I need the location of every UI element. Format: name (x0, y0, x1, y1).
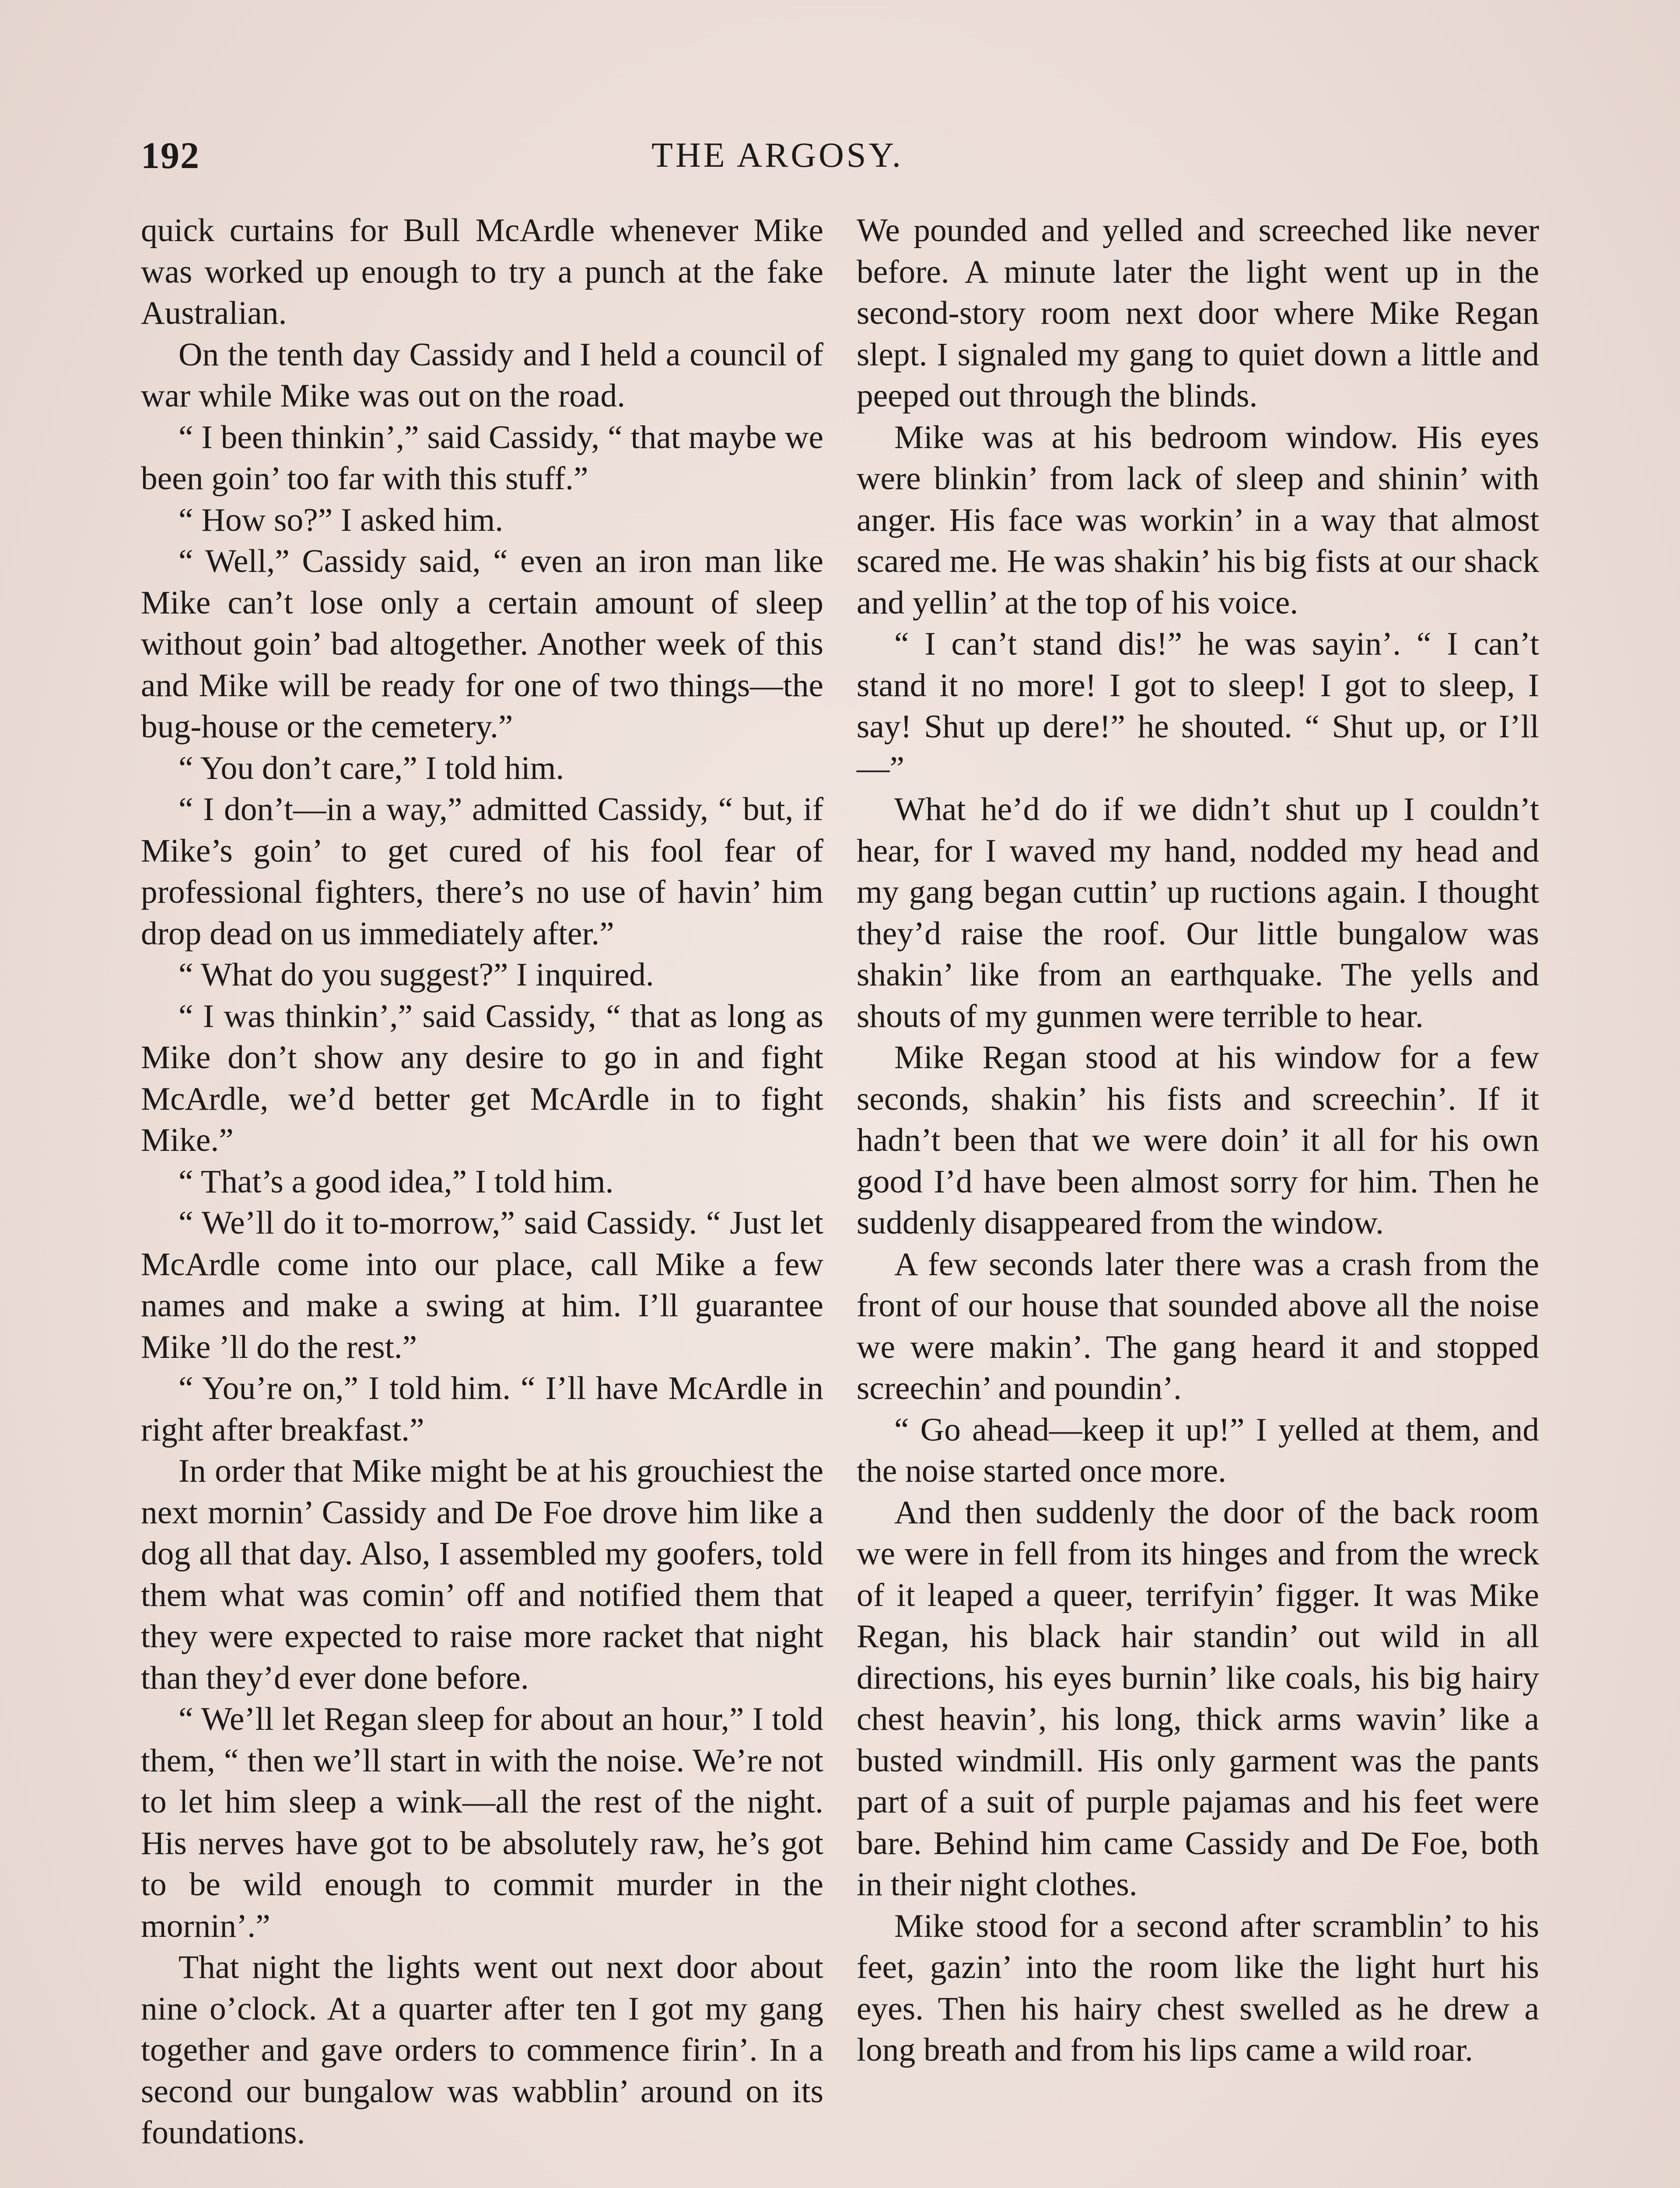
paragraph: That night the lights went out next door about nine o’clock. At a quarter after ten I got my gang together and gave orders to commence firin’. In a second our bungalow was wabblin’ around on its foundations. (141, 1949, 823, 2151)
paragraph: “ I been thinkin’,” said Cassidy, “ that maybe we been goin’ too far with this stuff.” (141, 419, 823, 497)
paragraph: “ Well,” Cassidy said, “ even an iron man like Mike can’t lose only a certain amount of sleep without goin’ bad altogether. Another week of this and Mike will be ready for one of two things—the bug-house or the cemetery.” (141, 543, 823, 745)
paragraph: “ I can’t stand dis!” he was sayin’. “ I can’t stand it no more! I got to sleep! I got to sleep, I say! Shut up dere!” he shouted. “ Shut up, or I’ll—” (857, 626, 1539, 786)
paragraph: On the tenth day Cassidy and I held a council of war while Mike was out on the road. (141, 336, 823, 414)
paragraph: “ You’re on,” I told him. “ I’ll have McArdle in right after breakfast.” (141, 1370, 823, 1448)
paragraph: Mike Regan stood at his window for a few seconds, shakin’ his fists and screechin’. If it hadn’t been that we were doin’ it all for his own good I’d have been almost sorry for him. Then he suddenly disappeared from the window. (857, 1039, 1539, 1241)
paragraph: “ What do you suggest?” I inquired. (178, 957, 654, 993)
paragraph: “ We’ll do it to-morrow,” said Cassidy. “ Just let McArdle come into our place, call Mike a few names and make a swing at him. I’ll guarantee Mike ’ll do the rest.” (141, 1205, 823, 1365)
paragraph: “ I was thinkin’,” said Cassidy, “ that as long as Mike don’t show any desire to go in and fight McArdle, we’d better get McArdle in to fight Mike.” (141, 998, 823, 1158)
paragraph: And then suddenly the door of the back room we were in fell from its hinges and from the wreck of it leaped a queer, terrifyin’ figger. It was Mike Regan, his black hair standin’ out wild in all directions, his eyes burnin’ like coals, his big hairy chest heavin’, his long, thick arms wavin’ like a busted windmill. His only garment was the pants part of a suit of purple pajamas and his feet were bare. Behind him came Cassidy and De Foe, both in their night clothes. (857, 1494, 1539, 1903)
page-header (141, 129, 1541, 182)
paragraph: Mike was at his bedroom window. His eyes were blinkin’ from lack of sleep and shinin’ with anger. His face was workin’ in a way that almost scared me. He was shakin’ his big fists at our shack and yellin’ at the top of his voice. (857, 419, 1539, 621)
paragraph: “ I don’t—in a way,” admitted Cassidy, “ but, if Mike’s goin’ to get cured of his fool fear of professional fighters, there’s no use of havin’ him drop dead on us immediately after.” (141, 791, 823, 952)
paragraph: We pounded and yelled and screeched like never before. A minute later the light went up in the second-story room next door where Mike Regan slept. I signaled my gang to quiet down a little and peeped out through the blinds. (857, 212, 1539, 414)
paragraph: What he’d do if we didn’t shut up I couldn’t hear, for I waved my hand, nodded my head and my gang began cuttin’ up ructions again. I thought they’d raise the roof. Our little bungalow was shakin’ like from an earthquake. The yells and shouts of my gunmen were terrible to hear. (857, 791, 1539, 1034)
paragraph: quick curtains for Bull McArdle whenever Mike was worked up enough to try a punch at the fake Australian. (141, 212, 823, 331)
left-column (141, 210, 823, 2154)
paragraph: Mike stood for a second after scramblin’ to his feet, gazin’ into the room like the light hurt his eyes. Then his hairy chest swelled as he drew a long breath and from his lips came a wild roar. (857, 1907, 1539, 2068)
paragraph: In order that Mike might be at his grouchiest the next mornin’ Cassidy and De Foe drove him like a dog all that day. Also, I assembled my goofers, told them what was comin’ off and notified them that they were expected to raise more racket that night than they’d ever done before. (141, 1453, 823, 1696)
page-number: 192 (141, 134, 200, 176)
paragraph: “ How so?” I asked him. (178, 501, 504, 538)
paragraph: “ We’ll let Regan sleep for about an hour,” I told them, “ then we’ll start in with the noise. We’re not to let him sleep a wink—all the rest of the night. His nerves have got to be absolutely raw, he’s got to be wild enough to commit murder in the mornin’.” (141, 1701, 823, 1944)
paragraph: “ You don’t care,” I told him. (178, 750, 564, 786)
paragraph: “ Go ahead—keep it up!” I yelled at them, and the noise started once more. (857, 1411, 1539, 1489)
paragraph: “ That’s a good idea,” I told him. (178, 1163, 614, 1200)
right-column (857, 210, 1539, 2071)
paragraph: A few seconds later there was a crash from the front of our house that sounded above all the noise we were makin’. The gang heard it and stopped screechin’ and poundin’. (857, 1246, 1539, 1406)
running-head: THE ARGOSY. (651, 136, 903, 175)
